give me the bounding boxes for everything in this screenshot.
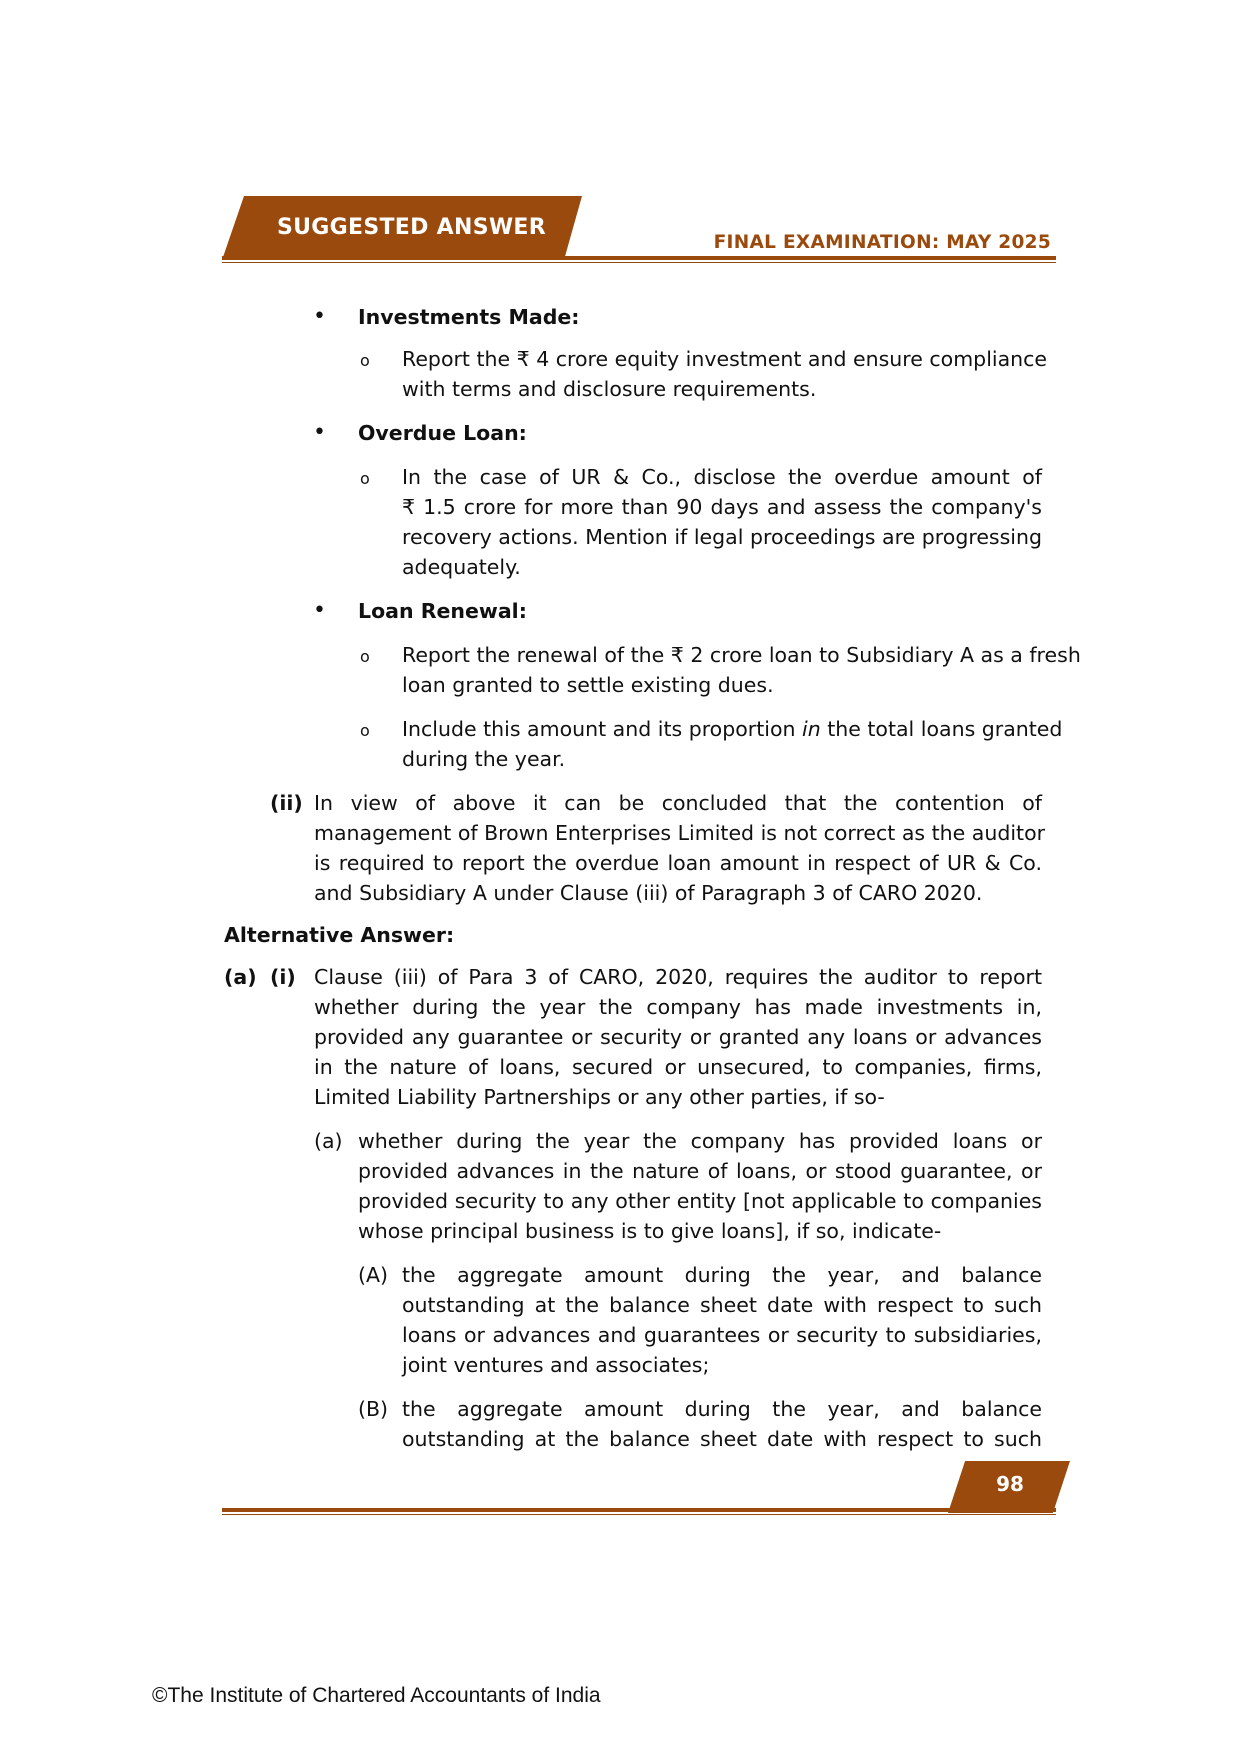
header-left-label: SUGGESTED ANSWER: [277, 215, 546, 240]
sub-B-line-1: the aggregate amount during the year, and balance: [402, 1397, 1042, 1421]
header-rule-thin: [222, 262, 1056, 263]
alternative-marker-i: (i): [270, 965, 296, 989]
sub-bullet-icon: o: [360, 351, 370, 370]
footer-rule-thin: [222, 1514, 1056, 1515]
overdue-line-1: In the case of UR & Co., disclose the overdue amount of: [402, 465, 1042, 489]
sub-A-line-3: loans or advances and guarantees or security to subsidiaries,: [402, 1323, 1042, 1347]
alternative-marker-a: (a): [224, 965, 257, 989]
conclusion-line-4: and Subsidiary A under Clause (iii) of Paragraph 3 of CARO 2020.: [314, 881, 983, 905]
overdue-line-2: ₹ 1.5 crore for more than 90 days and assess the company's: [402, 495, 1042, 519]
header-right-label: FINAL EXAMINATION: MAY 2025: [713, 232, 1051, 253]
renewal-item1-line-1: Report the renewal of the ₹ 2 crore loan to Subsidiary A as a fresh: [402, 643, 1081, 667]
header-rule: [222, 256, 1056, 260]
alternative-line-1: Clause (iii) of Para 3 of CARO, 2020, requires the auditor to report: [314, 965, 1042, 989]
renewal-item1-line-2: loan granted to settle existing dues.: [402, 673, 774, 697]
page-number: 98: [996, 1472, 1024, 1496]
alternative-heading: Alternative Answer:: [224, 923, 455, 947]
alternative-line-4: in the nature of loans, secured or unsecured, to companies, firms,: [314, 1055, 1042, 1079]
alternative-line-5: Limited Liability Partnerships or any other parties, if so-: [314, 1085, 885, 1109]
sub-A-line-2: outstanding at the balance sheet date with respect to such: [402, 1293, 1042, 1317]
bullet-icon: •: [313, 304, 326, 329]
sub-B-line-2: outstanding at the balance sheet date with respect to such: [402, 1427, 1042, 1451]
conclusion-line-3: is required to report the overdue loan amount in respect of UR & Co.: [314, 851, 1042, 875]
conclusion-line-1: In view of above it can be concluded that the contention of: [314, 791, 1042, 815]
alternative-line-3: provided any guarantee or security or granted any loans or advances: [314, 1025, 1042, 1049]
sub-B-marker: (B): [358, 1397, 389, 1421]
sub-bullet-icon: o: [360, 647, 370, 666]
sub-A-line-1: the aggregate amount during the year, and balance: [402, 1263, 1042, 1287]
sub-a-line-4: whose principal business is to give loans], if so, indicate-: [358, 1219, 942, 1243]
sub-A-marker: (A): [358, 1263, 389, 1287]
renewal-item2-line-2: during the year.: [402, 747, 566, 771]
section-title-renewal: Loan Renewal:: [358, 599, 527, 623]
alternative-line-2: whether during the year the company has made investments in,: [314, 995, 1042, 1019]
renewal-item2-line-1: Include this amount and its proportion in the total loans granted: [402, 717, 1063, 741]
sub-a-line-1: whether during the year the company has provided loans or: [358, 1129, 1042, 1153]
sub-a-line-3: provided security to any other entity [not applicable to companies: [358, 1189, 1042, 1213]
investments-line-2: with terms and disclosure requirements.: [402, 377, 817, 401]
section-title-investments: Investments Made:: [358, 305, 580, 329]
sub-a-marker: (a): [314, 1129, 343, 1153]
sub-a-line-2: provided advances in the nature of loans, or stood guarantee, or: [358, 1159, 1042, 1183]
copyright-text: ©The Institute of Chartered Accountants of India: [152, 1684, 601, 1707]
sub-bullet-icon: o: [360, 469, 370, 488]
bullet-icon: •: [313, 420, 326, 445]
bullet-icon: •: [313, 598, 326, 623]
section-title-overdue: Overdue Loan:: [358, 421, 527, 445]
sub-A-line-4: joint ventures and associates;: [402, 1353, 710, 1377]
footer-rule: [222, 1508, 1056, 1512]
overdue-line-3: recovery actions. Mention if legal proceedings are progressing: [402, 525, 1042, 549]
sub-bullet-icon: o: [360, 721, 370, 740]
investments-line-1: Report the ₹ 4 crore equity investment and ensure compliance: [402, 347, 1048, 371]
conclusion-line-2: management of Brown Enterprises Limited is not correct as the auditor: [314, 821, 1046, 845]
overdue-line-4: adequately.: [402, 555, 521, 579]
conclusion-marker: (ii): [270, 791, 303, 815]
